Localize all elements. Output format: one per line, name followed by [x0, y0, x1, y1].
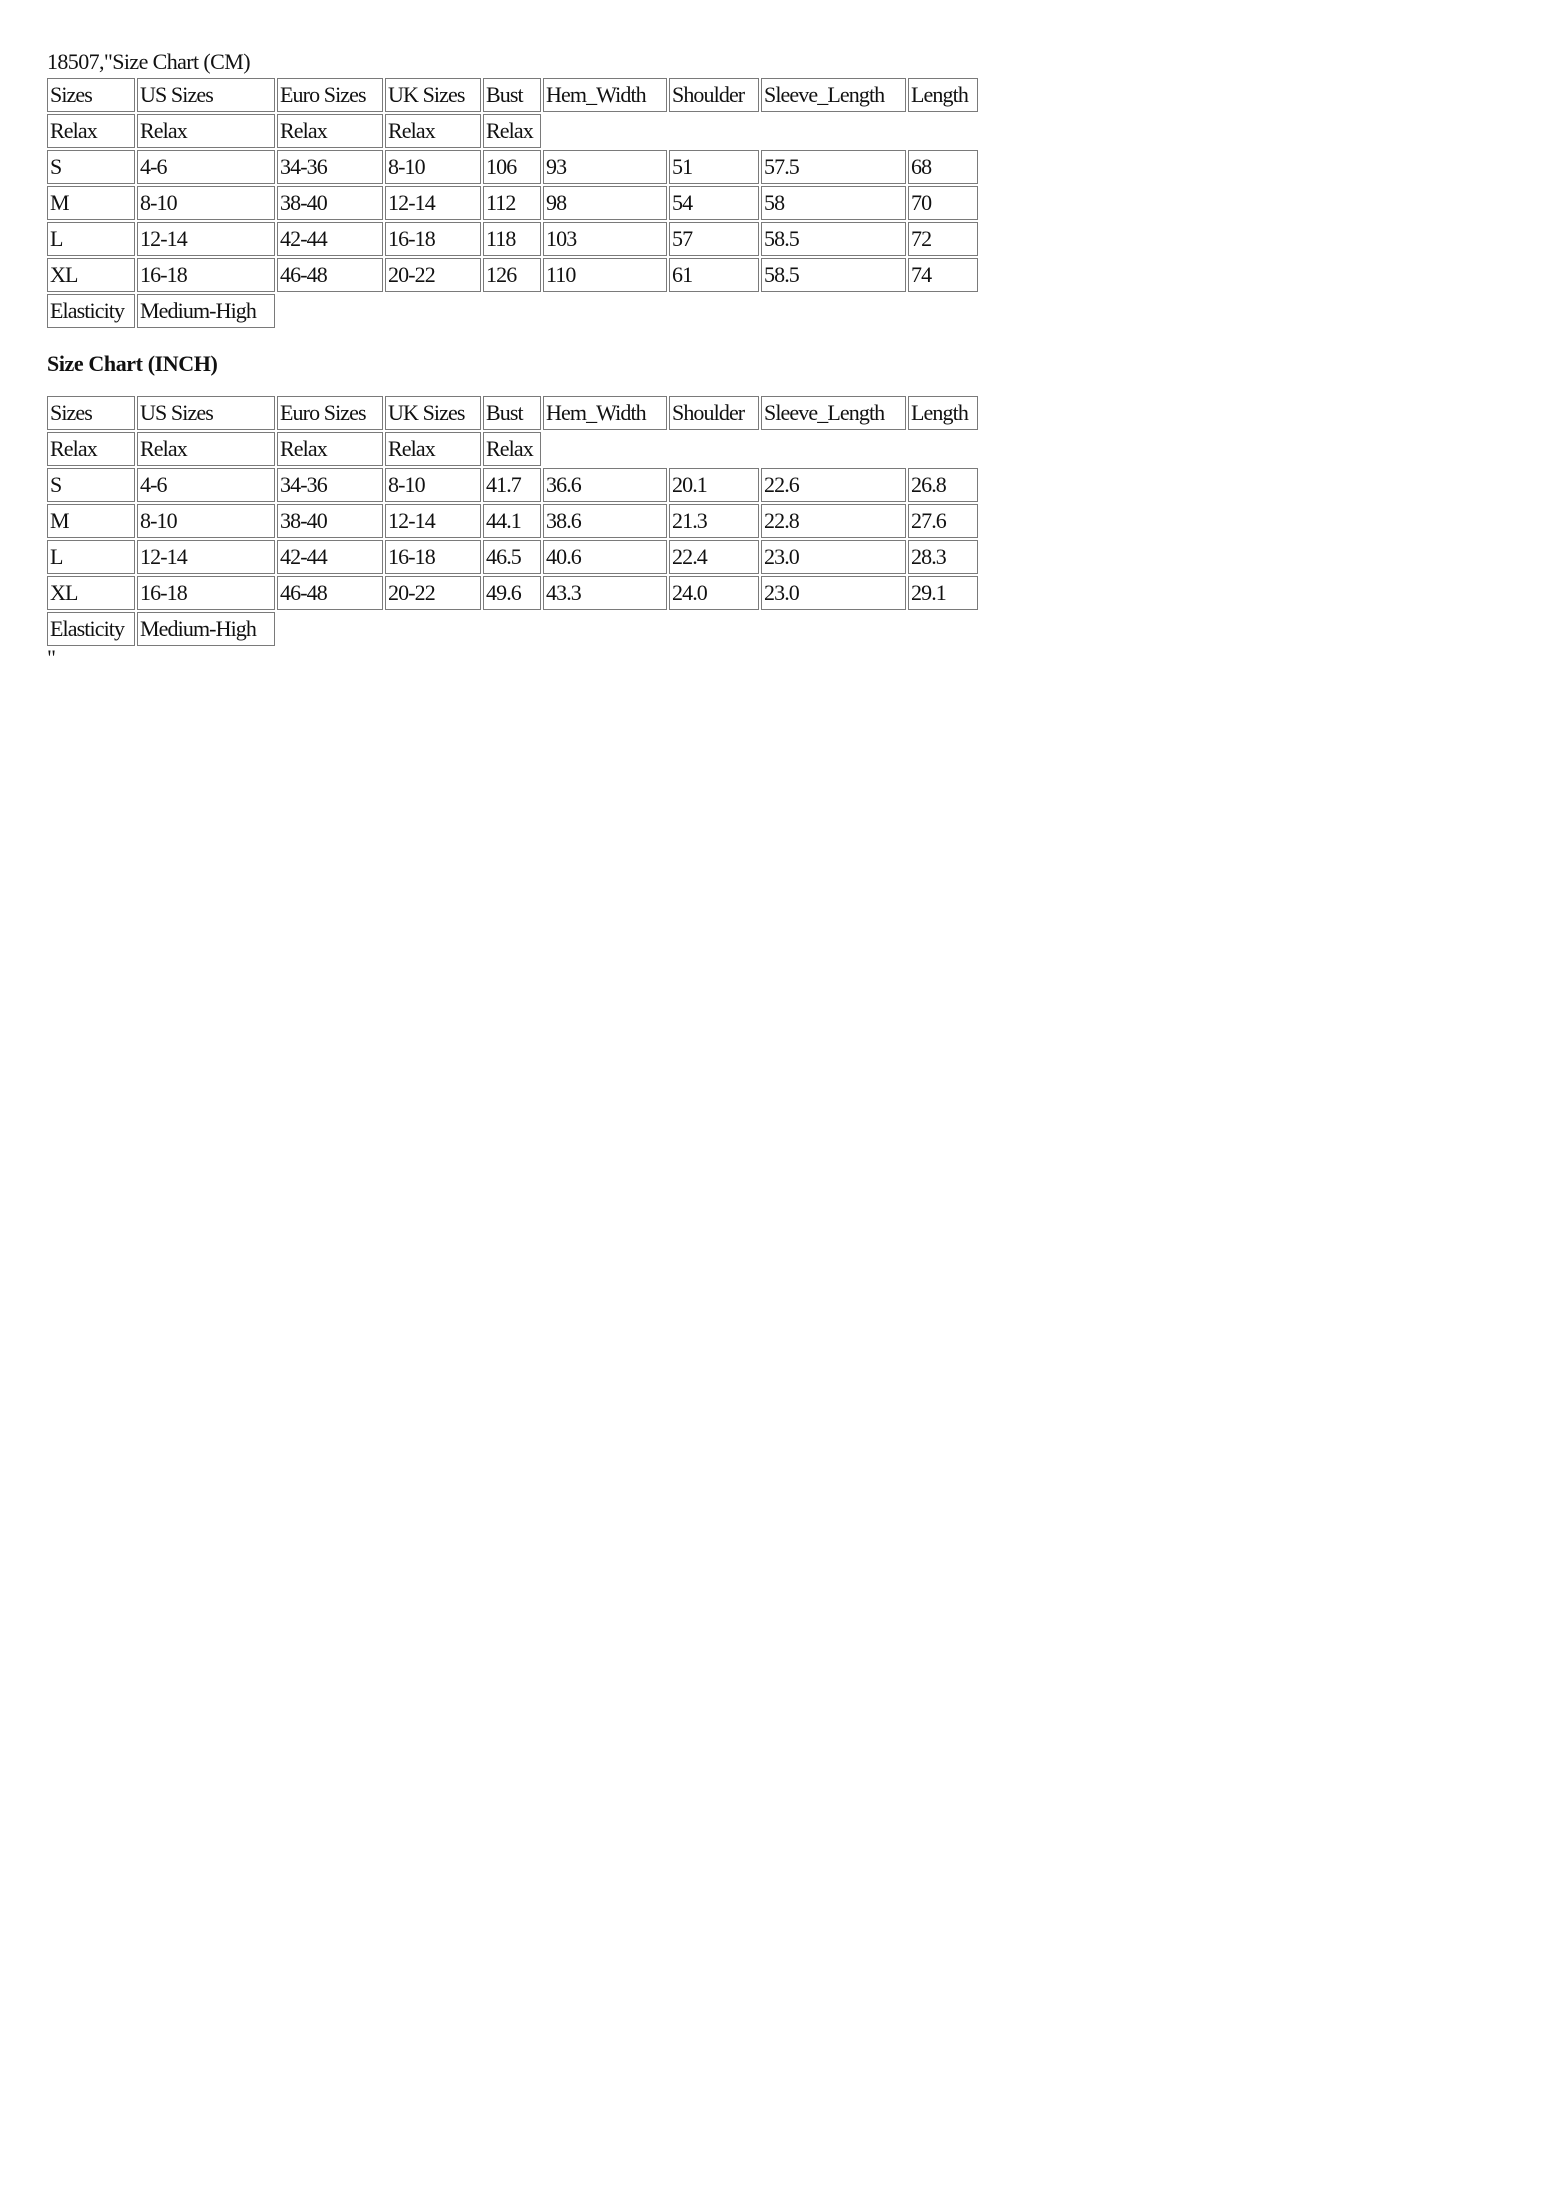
- table-cell: L: [47, 222, 135, 256]
- table-cell: Medium-High: [137, 294, 275, 328]
- table-cell: 38.6: [543, 504, 667, 538]
- table-cell: 27.6: [908, 504, 978, 538]
- table-cell: 58: [761, 186, 906, 220]
- table-cell: 93: [543, 150, 667, 184]
- table-cell: 57: [669, 222, 759, 256]
- table-cell: 12-14: [385, 186, 481, 220]
- table-cell: 12-14: [137, 222, 275, 256]
- empty-cell: [908, 432, 978, 466]
- document-page: [47, 48, 1147, 670]
- empty-cell: [277, 612, 383, 646]
- table-cell: 16-18: [385, 540, 481, 574]
- table-cell: 24.0: [669, 576, 759, 610]
- table-cell: 21.3: [669, 504, 759, 538]
- table-cell: 112: [483, 186, 541, 220]
- table-cell: 8-10: [385, 468, 481, 502]
- table-cell: Sleeve_Length: [761, 396, 906, 430]
- table-cell: Relax: [483, 114, 541, 148]
- table-cell: Relax: [277, 432, 383, 466]
- table-cell: 8-10: [137, 186, 275, 220]
- table-cell: 34-36: [277, 468, 383, 502]
- table-cell: 41.7: [483, 468, 541, 502]
- table-cell: Relax: [385, 114, 481, 148]
- table-cell: 103: [543, 222, 667, 256]
- elasticity-row: [47, 612, 978, 646]
- empty-cell: [543, 114, 667, 148]
- table-cell: Euro Sizes: [277, 396, 383, 430]
- table-cell: 118: [483, 222, 541, 256]
- empty-cell: [908, 294, 978, 328]
- elasticity-row: [47, 294, 978, 328]
- table-cell: 20.1: [669, 468, 759, 502]
- size-chart-inch-heading: Size Chart (INCH): [47, 351, 218, 376]
- table-cell: 29.1: [908, 576, 978, 610]
- table-cell: 106: [483, 150, 541, 184]
- table-cell: UK Sizes: [385, 78, 481, 112]
- table-cell: 16-18: [385, 222, 481, 256]
- table-cell: 54: [669, 186, 759, 220]
- table-cell: 23.0: [761, 540, 906, 574]
- table-cell: 43.3: [543, 576, 667, 610]
- table-cell: 44.1: [483, 504, 541, 538]
- empty-cell: [669, 114, 759, 148]
- table-cell: 70: [908, 186, 978, 220]
- table-row: [47, 258, 978, 292]
- table-cell: Elasticity: [47, 294, 135, 328]
- table-cell: 46-48: [277, 576, 383, 610]
- table-cell: XL: [47, 576, 135, 610]
- table-cell: US Sizes: [137, 78, 275, 112]
- table-cell: M: [47, 186, 135, 220]
- table-cell: 34-36: [277, 150, 383, 184]
- table-cell: 22.8: [761, 504, 906, 538]
- table-cell: Elasticity: [47, 612, 135, 646]
- table-cell: 26.8: [908, 468, 978, 502]
- empty-cell: [761, 294, 906, 328]
- table-cell: US Sizes: [137, 396, 275, 430]
- empty-cell: [277, 294, 383, 328]
- empty-cell: [385, 612, 481, 646]
- table-cell: Hem_Width: [543, 396, 667, 430]
- empty-cell: [543, 294, 667, 328]
- fit-row: [47, 114, 978, 148]
- table-cell: 68: [908, 150, 978, 184]
- table-cell: 57.5: [761, 150, 906, 184]
- table-cell: 28.3: [908, 540, 978, 574]
- table-cell: 46.5: [483, 540, 541, 574]
- empty-cell: [761, 612, 906, 646]
- table-cell: 42-44: [277, 222, 383, 256]
- table-cell: 4-6: [137, 150, 275, 184]
- table-row: [47, 540, 978, 574]
- empty-cell: [543, 612, 667, 646]
- table-cell: 8-10: [385, 150, 481, 184]
- table-cell: 16-18: [137, 576, 275, 610]
- table-row: [47, 468, 978, 502]
- table-cell: 51: [669, 150, 759, 184]
- table-cell: 58.5: [761, 258, 906, 292]
- table-cell: 12-14: [137, 540, 275, 574]
- table-cell: Relax: [385, 432, 481, 466]
- closing-quote-mark: ": [47, 645, 56, 670]
- table-cell: Sizes: [47, 396, 135, 430]
- table-cell: 126: [483, 258, 541, 292]
- table-cell: 20-22: [385, 258, 481, 292]
- header-row: [47, 396, 978, 430]
- empty-cell: [908, 612, 978, 646]
- table-cell: Euro Sizes: [277, 78, 383, 112]
- table-row: [47, 150, 978, 184]
- table-cell: 20-22: [385, 576, 481, 610]
- empty-cell: [908, 114, 978, 148]
- table-cell: 38-40: [277, 504, 383, 538]
- empty-cell: [669, 612, 759, 646]
- table-cell: Shoulder: [669, 78, 759, 112]
- table-cell: Bust: [483, 78, 541, 112]
- empty-cell: [385, 294, 481, 328]
- table-row: [47, 504, 978, 538]
- empty-cell: [761, 432, 906, 466]
- fit-row: [47, 432, 978, 466]
- empty-cell: [669, 432, 759, 466]
- table-cell: 98: [543, 186, 667, 220]
- table-cell: 110: [543, 258, 667, 292]
- table-cell: Relax: [137, 114, 275, 148]
- empty-cell: [669, 294, 759, 328]
- table-cell: S: [47, 150, 135, 184]
- table-cell: Relax: [277, 114, 383, 148]
- table-cell: 22.4: [669, 540, 759, 574]
- table-cell: 40.6: [543, 540, 667, 574]
- table-cell: 49.6: [483, 576, 541, 610]
- table-cell: 16-18: [137, 258, 275, 292]
- size-chart-cm-heading: 18507,"Size Chart (CM): [47, 49, 250, 74]
- table-row: [47, 222, 978, 256]
- empty-cell: [483, 294, 541, 328]
- table-cell: Medium-High: [137, 612, 275, 646]
- table-cell: Length: [908, 396, 978, 430]
- table-cell: Relax: [483, 432, 541, 466]
- table-row: [47, 186, 978, 220]
- table-cell: Hem_Width: [543, 78, 667, 112]
- header-row: [47, 78, 978, 112]
- table-cell: M: [47, 504, 135, 538]
- table-cell: 72: [908, 222, 978, 256]
- table-cell: 22.6: [761, 468, 906, 502]
- table-cell: Relax: [47, 114, 135, 148]
- table-cell: Shoulder: [669, 396, 759, 430]
- size-chart-cm-table: [45, 76, 980, 330]
- table-cell: L: [47, 540, 135, 574]
- table-cell: Sizes: [47, 78, 135, 112]
- table-cell: 46-48: [277, 258, 383, 292]
- table-cell: Sleeve_Length: [761, 78, 906, 112]
- table-cell: 74: [908, 258, 978, 292]
- table-cell: S: [47, 468, 135, 502]
- table-cell: 8-10: [137, 504, 275, 538]
- table-cell: UK Sizes: [385, 396, 481, 430]
- table-row: [47, 576, 978, 610]
- table-cell: 36.6: [543, 468, 667, 502]
- table-cell: 4-6: [137, 468, 275, 502]
- empty-cell: [543, 432, 667, 466]
- table-cell: 42-44: [277, 540, 383, 574]
- empty-cell: [761, 114, 906, 148]
- table-cell: 38-40: [277, 186, 383, 220]
- table-cell: Length: [908, 78, 978, 112]
- table-cell: XL: [47, 258, 135, 292]
- table-cell: Relax: [137, 432, 275, 466]
- table-cell: 61: [669, 258, 759, 292]
- size-chart-inch-table: [45, 394, 980, 648]
- table-cell: Bust: [483, 396, 541, 430]
- table-cell: Relax: [47, 432, 135, 466]
- table-cell: 58.5: [761, 222, 906, 256]
- empty-cell: [483, 612, 541, 646]
- table-cell: 12-14: [385, 504, 481, 538]
- table-cell: 23.0: [761, 576, 906, 610]
